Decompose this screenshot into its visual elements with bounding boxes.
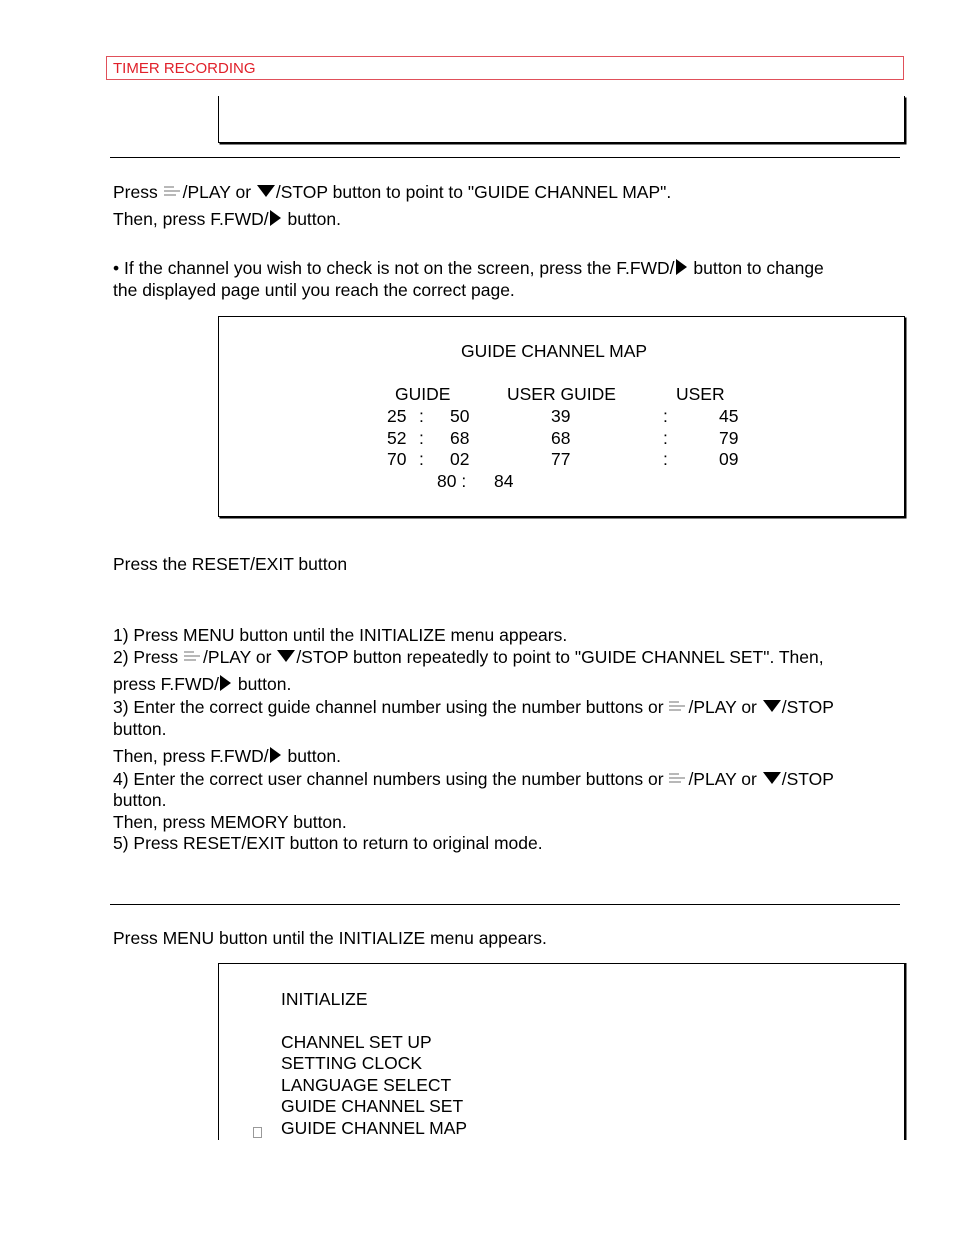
step-3: 3) Enter the correct guide channel number using the number buttons or /PLAY or /STOP	[113, 697, 834, 717]
step-4-then: Then, press MEMORY button.	[113, 812, 347, 832]
menu-item-setting-clock: SETTING CLOCK	[281, 1053, 422, 1073]
instruction-line-2: Then, press F.FWD/ button.	[113, 209, 341, 229]
rewind-icon	[668, 699, 688, 714]
rewind-icon	[163, 184, 183, 199]
step-4-cont: button.	[113, 790, 167, 810]
menu-item-language-select: LANGUAGE SELECT	[281, 1075, 452, 1095]
right-triangle-icon	[270, 747, 281, 763]
menu-item-channel-set-up: CHANNEL SET UP	[281, 1032, 432, 1052]
right-triangle-icon	[270, 210, 281, 226]
note-line-1: • If the channel you wish to check is not on the screen, press the F.FWD/ button to change	[113, 258, 824, 278]
rewind-icon	[183, 649, 203, 664]
step-4: 4) Enter the correct user channel numbers using the number buttons or /PLAY or /STOP	[113, 769, 834, 789]
step-1: 1) Press MENU button until the INITIALIZE menu appears.	[113, 625, 568, 645]
note-line-2: the displayed page until you reach the correct page.	[113, 280, 515, 300]
down-triangle-icon	[763, 700, 781, 712]
right-triangle-icon	[676, 259, 687, 275]
down-triangle-icon	[763, 772, 781, 784]
initialize-instruction: Press MENU button until the INITIALIZE menu appears.	[113, 928, 547, 948]
section-header-title: TIMER RECORDING	[113, 60, 256, 77]
step-5: 5) Press RESET/EXIT button to return to original mode.	[113, 833, 543, 853]
map-title: GUIDE CHANNEL MAP	[461, 341, 648, 361]
menu-item-guide-channel-map: GUIDE CHANNEL MAP	[281, 1118, 468, 1138]
rewind-icon	[668, 771, 688, 786]
down-triangle-icon	[277, 650, 295, 662]
section-header	[106, 56, 904, 80]
col-user-guide: USER GUIDE	[507, 384, 616, 404]
reset-instruction: Press the RESET/EXIT button	[113, 554, 348, 574]
divider-2	[110, 904, 900, 905]
step-2-cont: press F.FWD/ button.	[113, 674, 292, 694]
menu-cursor-icon	[253, 1122, 262, 1143]
col-guide: GUIDE	[395, 384, 451, 404]
top-screen-box	[218, 96, 905, 143]
right-triangle-icon	[220, 675, 231, 691]
menu-item-guide-channel-set: GUIDE CHANNEL SET	[281, 1096, 464, 1116]
step-2: 2) Press /PLAY or /STOP button repeatedly to point to "GUIDE CHANNEL SET". Then,	[113, 647, 824, 667]
col-user: USER	[676, 384, 725, 404]
down-triangle-icon	[257, 185, 275, 197]
divider-1	[110, 157, 900, 158]
initialize-title: INITIALIZE	[281, 989, 368, 1009]
step-3-cont: button.	[113, 719, 167, 739]
instruction-line-1: Press /PLAY or /STOP button to point to "GUIDE CHANNEL MAP".	[113, 182, 672, 202]
step-3-then: Then, press F.FWD/ button.	[113, 746, 341, 766]
